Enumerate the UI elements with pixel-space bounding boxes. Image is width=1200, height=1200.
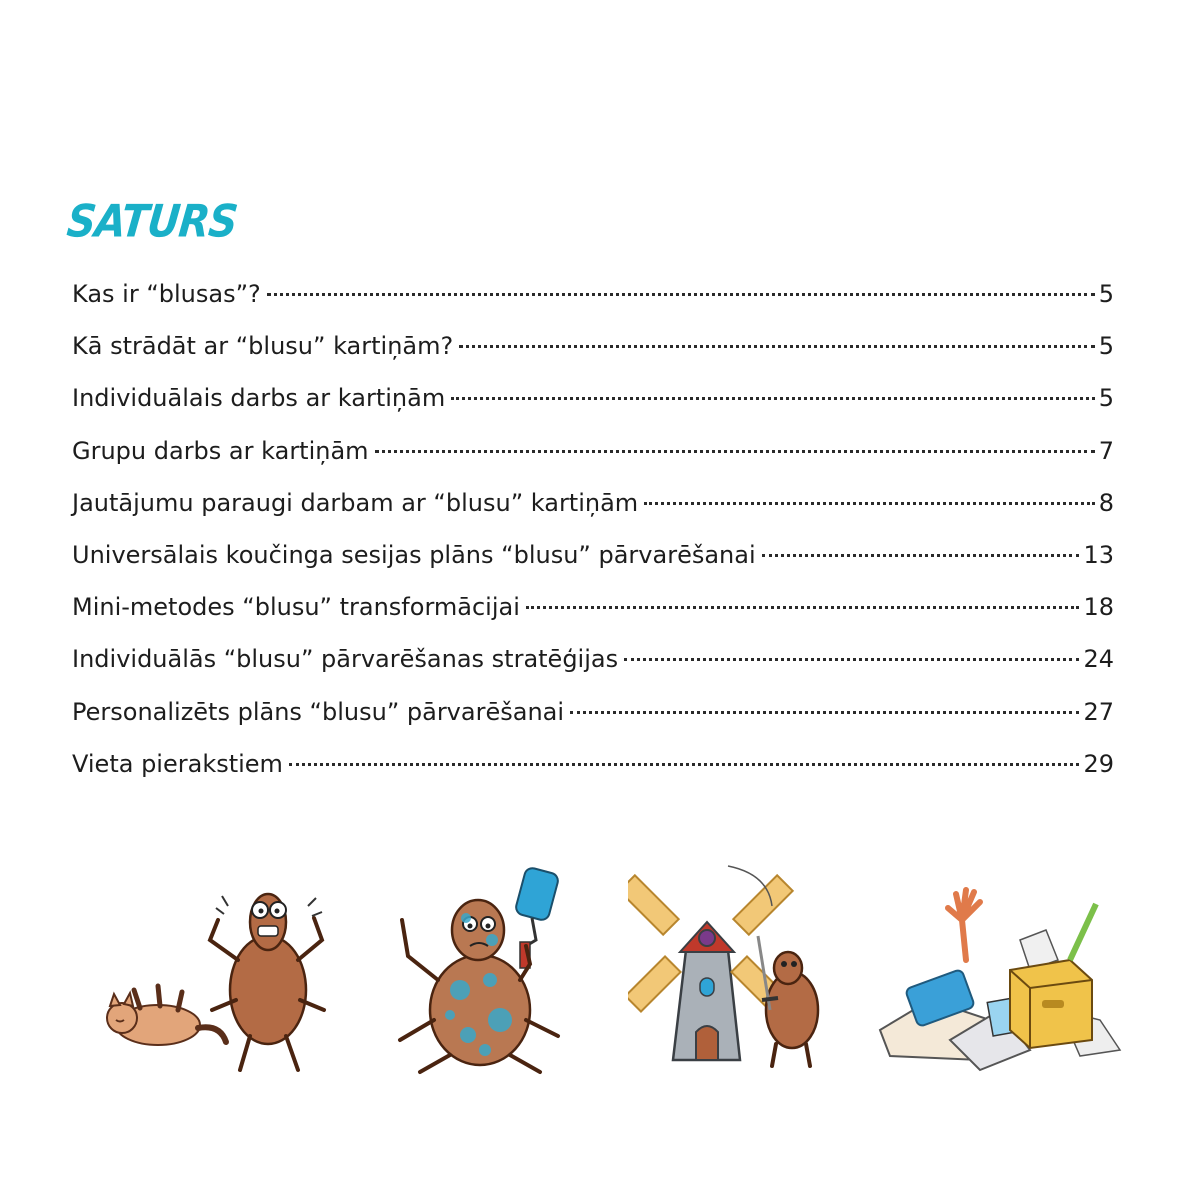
toc-entry-label: Personalizēts plāns “blusu” pārvarēšanai [72, 697, 565, 726]
dot-leader [762, 554, 1080, 557]
scared-flea-with-cat-illustration [100, 860, 340, 1075]
painted-flea-with-paint-roller-illustration [390, 860, 580, 1075]
page-title: SATURS [64, 196, 240, 248]
toc-entry-page: 29 [1083, 749, 1114, 778]
dot-leader [267, 293, 1095, 296]
windmill-icon [628, 866, 793, 1060]
toc-entry-page: 27 [1083, 697, 1114, 726]
dot-leader [375, 450, 1095, 453]
toc-entry-label: Individuālās “blusu” pārvarēšanas stratēģijas [72, 645, 619, 674]
toc-entry-label: Jautājumu paraugi darbam ar “blusu” kartiņām [72, 488, 639, 517]
cardboard-box-icon [1010, 904, 1096, 1048]
dot-leader [624, 658, 1079, 661]
toc-entry-page: 13 [1083, 540, 1114, 569]
toc-entry[interactable] [72, 738, 1114, 790]
toc-entry-page: 7 [1098, 436, 1114, 465]
paint-roller-icon [514, 866, 559, 968]
toc-entry-page: 8 [1098, 488, 1114, 517]
dot-leader [526, 606, 1080, 609]
flea-knight-with-windmill-illustration [628, 860, 828, 1075]
toc-entry[interactable] [72, 477, 1114, 529]
toc-entry[interactable] [72, 633, 1114, 685]
toc-entry[interactable] [72, 425, 1114, 477]
illustration-strip [100, 860, 1130, 1080]
toc-entry-label: Individuālais darbs ar kartiņām [72, 384, 446, 413]
dot-leader [459, 345, 1094, 348]
toc-entry-label: Universālais koučinga sesijas plāns “blusu” pārvarēšanai [72, 540, 756, 569]
toc-entry-label: Vieta pierakstiem [72, 749, 283, 778]
toc-entry[interactable] [72, 268, 1114, 320]
dot-leader [289, 763, 1080, 766]
dot-leader [644, 502, 1095, 505]
toc-entry[interactable] [72, 529, 1114, 581]
toc-entry-label: Kas ir “blusas”? [72, 280, 261, 308]
dot-leader [451, 397, 1095, 400]
toc-entry-label: Kā strādāt ar “blusu” kartiņām? [72, 332, 454, 361]
toc-entry-page: 24 [1083, 645, 1114, 674]
toc-entry-label: Mini-metodes “blusu” transformācijai [72, 593, 520, 622]
toc-entry-page: 5 [1098, 384, 1114, 413]
cat-lying-icon [107, 986, 226, 1045]
toc-entry[interactable] [72, 581, 1114, 633]
toc-entry[interactable] [72, 320, 1114, 372]
toc-entry[interactable] [72, 686, 1114, 738]
toc-entry-page: 5 [1098, 280, 1114, 308]
hand-in-paper-pile-illustration [870, 860, 1125, 1075]
raised-hand-icon [948, 890, 980, 960]
toc-list [72, 268, 1114, 790]
flea-knight-icon [758, 936, 818, 1066]
toc-entry[interactable] [72, 372, 1114, 424]
toc-entry-label: Grupu darbs ar kartiņām [72, 436, 369, 465]
toc-entry-page: 18 [1083, 593, 1114, 622]
dot-leader [570, 711, 1079, 714]
toc-entry-page: 5 [1098, 332, 1114, 361]
